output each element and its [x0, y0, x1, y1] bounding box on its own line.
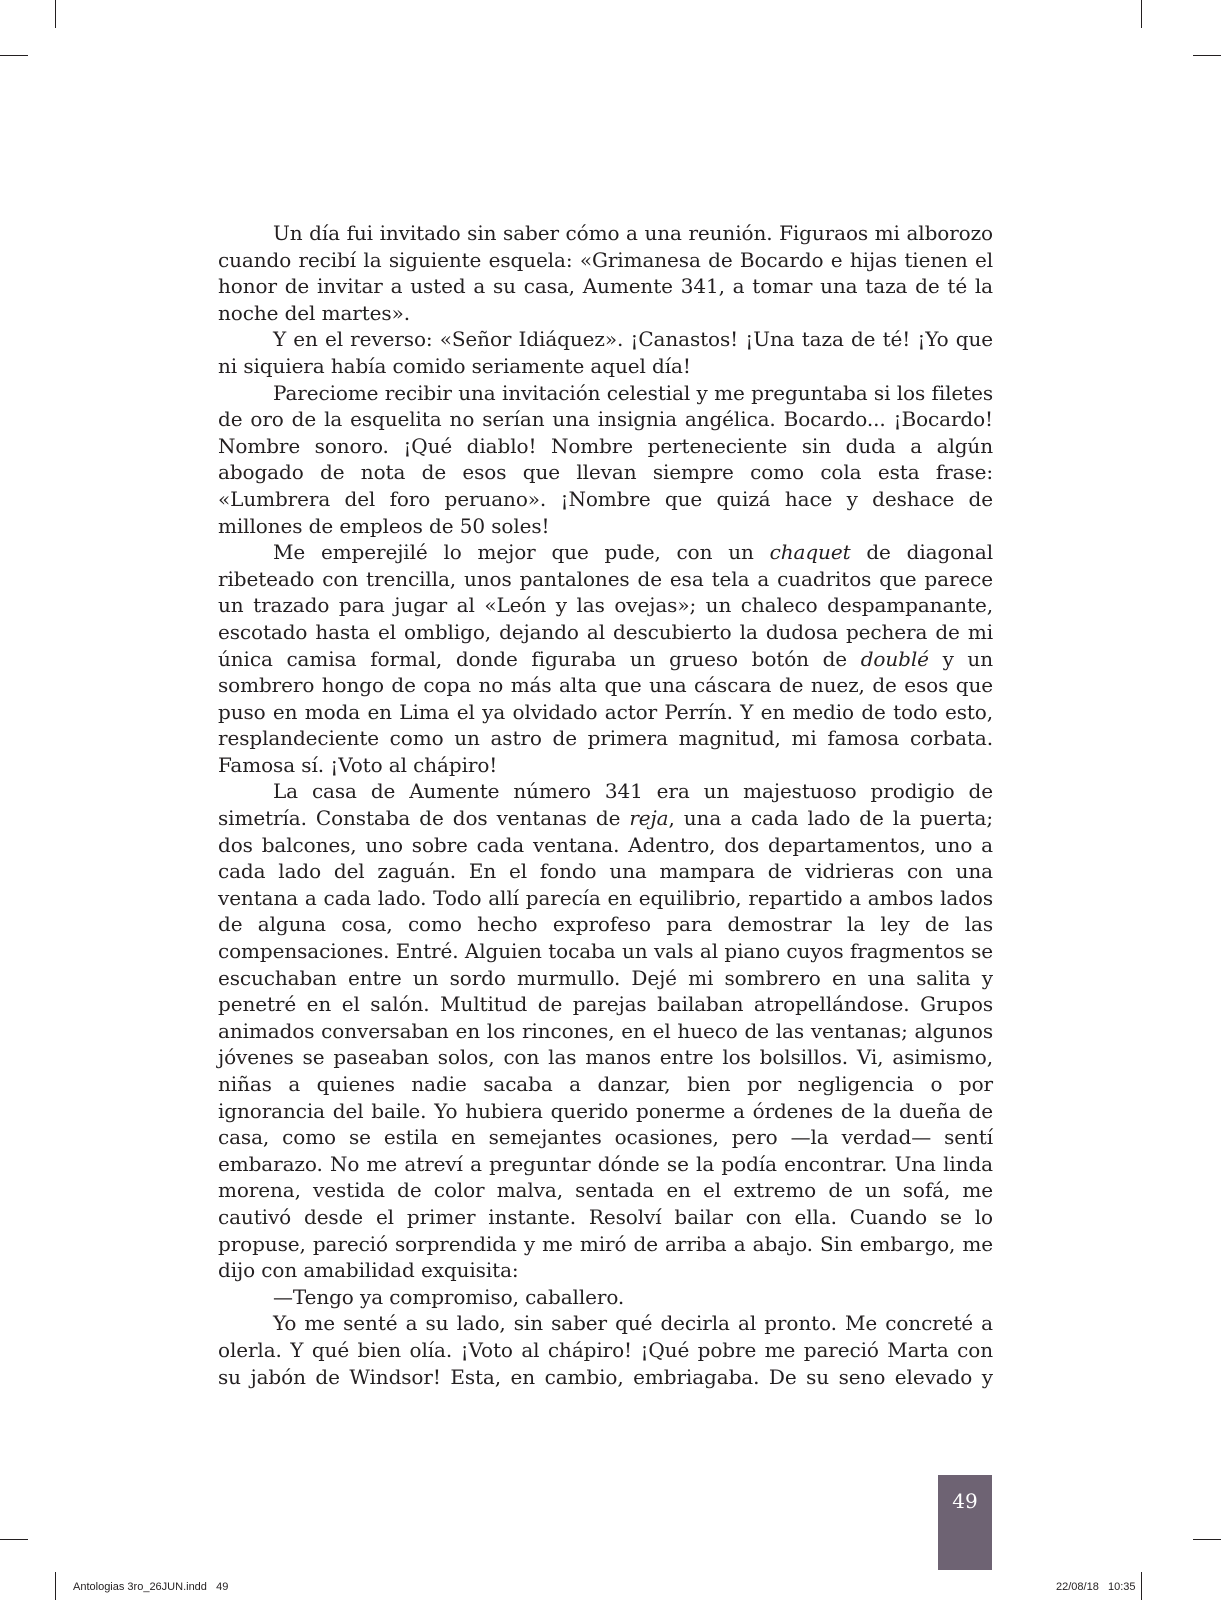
paragraph — [218, 1284, 993, 1311]
page-number: 49 — [952, 1489, 978, 1513]
paragraph-text: , una a cada lado de la puerta; dos balcones, uno sobre cada ventana. Adentro, dos departamentos, uno a cada lado del zaguán. En el fondo una mampara de vidrieras con una ventana a cada lado. Todo allí parecía en equilibrio, repartido a ambos lados de alguna cosa, como hecho exprofeso para demostrar la ley de las compensaciones. Entré. Alguien tocaba un vals al piano cuyos fragmentos se escuchaban entre un sordo murmullo. Dejé mi sombrero en una salita y penetré en el salón. Multitud de parejas bailaban atropellándose. Grupos animados conversaban en los rincones, en el hueco de las ventanas; algunos jóvenes se paseaban solos, con las manos entre los bolsillos. Vi, asimismo, niñas a quienes nadie sacaba a danzar, bien por negligencia o por ignorancia del baile. Yo hubiera querido ponerme a órdenes de la dueña de casa, como se estila en semejantes ocasiones, pero —la verdad— sentí embarazo. No me atreví a preguntar dónde se la podía encontrar. Una linda morena, vestida de color malva, sentada en el extremo de un sofá, me cautivó desde el primer instante. Resolví bailar con ella. Cuando se lo propuse, pareció sorprendida y me miró de arriba a abajo. Sin embargo, me dijo con amabilidad exquisita: — [218, 806, 994, 1283]
italic-text: reja — [629, 806, 669, 831]
page-number-tab — [938, 1475, 992, 1570]
slug-datetime: 22/08/18 10:35 — [1056, 1581, 1136, 1593]
italic-text: chaquet — [769, 540, 851, 565]
crop-mark-right-bottom — [1193, 1539, 1221, 1540]
paragraph — [218, 380, 993, 540]
crop-mark-left-bottom — [0, 1539, 28, 1540]
paragraph — [218, 326, 993, 379]
paragraph-text: Pareciome recibir una invitación celestial y me preguntaba si los filetes de oro de la esquelita no serían una insignia angélica. Bocardo... ¡Bocardo! Nombre sonoro. ¡Qué diablo! Nombre perteneciente sin duda a algún abogado de nota de esos que llevan siempre como cola esta frase: «Lumbrera del foro peruano». ¡Nombre que quizá hace y deshace de millones de empleos de 50 soles! — [218, 380, 993, 538]
body-text — [218, 220, 993, 1390]
paragraph-text: Yo me senté a su lado, sin saber qué decirla al pronto. Me concreté a olerla. Y qué bien olía. ¡Voto al chápiro! ¡Qué pobre me pareció Marta con su jabón de Windsor! Esta, en cambio, embriagaba. De su seno elevado y — [218, 1311, 993, 1389]
crop-mark-bottom-right — [1141, 1572, 1142, 1600]
paragraph-text: La casa de Aumente número 341 era un majestuoso prodigio de simetría. Constaba de dos ventanas de — [218, 779, 993, 831]
paragraph-text: de diagonal ribeteado con trencilla, unos pantalones de esa tela a cuadritos que parece un trazado para jugar al «León y las ovejas»; un chaleco despampanante, escotado hasta el ombligo, dejando al descubierto la dudosa pechera de mi única camisa formal, donde figuraba un grueso botón de — [218, 540, 994, 671]
paragraph-text: —Tengo ya compromiso, caballero. — [273, 1284, 625, 1309]
paragraph-text: Y en el reverso: «Señor Idiáquez». ¡Canastos! ¡Una taza de té! ¡Yo que ni siquiera había comido seriamente aquel día! — [218, 327, 993, 378]
paragraph-text: Me emperejilé lo mejor que pude, con un — [273, 540, 770, 565]
italic-text: doublé — [860, 646, 929, 671]
paragraph-text: Un día fui invitado sin saber cómo a una reunión. Figuraos mi alborozo cuando recibí la siguiente esquela: «Grimanesa de Bocardo e hijas tienen el honor de invitar a usted a su casa, Aumente 341, a tomar una taza de té la noche del martes». — [218, 221, 993, 325]
crop-mark-right-top — [1193, 55, 1221, 56]
paragraph-text: y un sombrero hongo de copa no más alta que una cáscara de nuez, de esos que puso en moda en Lima el ya olvidado actor Perrín. Y en medio de todo esto, resplandeciente como un astro de primera magnitud, mi famosa corbata. Famosa sí. ¡Voto al chápiro! — [218, 646, 993, 777]
crop-mark-top-right — [1141, 0, 1142, 28]
paragraph — [218, 1310, 993, 1390]
paragraph — [218, 778, 993, 1283]
crop-mark-top-left — [55, 0, 56, 28]
paragraph — [218, 539, 993, 778]
crop-mark-left-top — [0, 55, 28, 56]
slug-filename: Antologias 3ro_26JUN.indd 49 — [73, 1581, 229, 1593]
crop-mark-bottom-left — [55, 1572, 56, 1600]
paragraph — [218, 220, 993, 326]
